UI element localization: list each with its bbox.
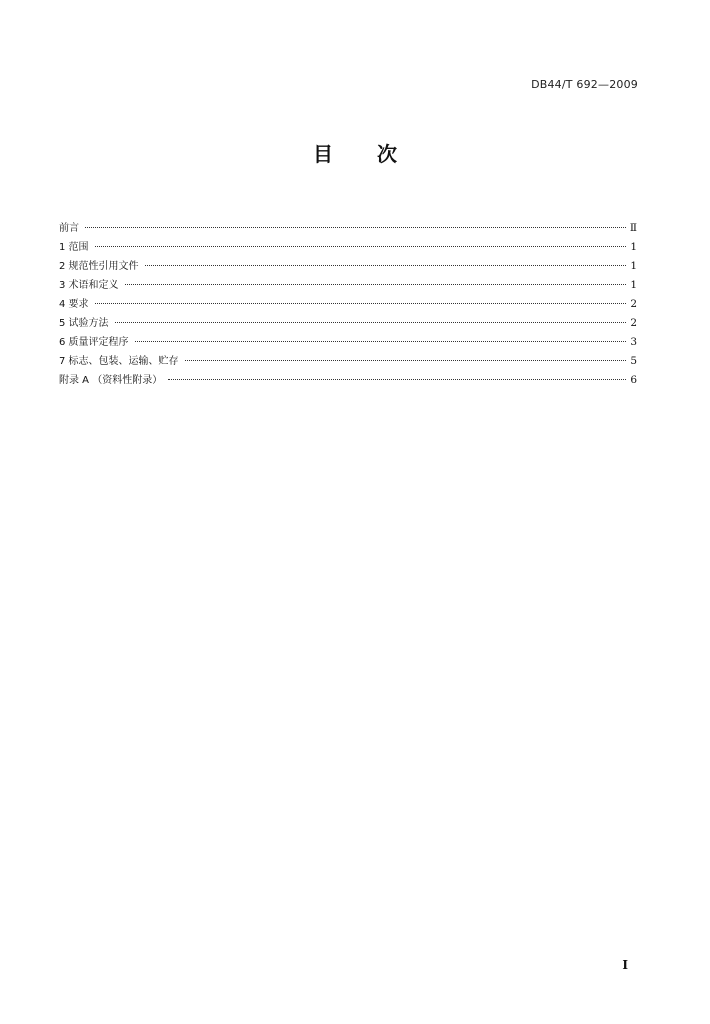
toc-dot-leader <box>135 341 627 342</box>
toc-entry-label: 1 范围 <box>59 242 89 253</box>
toc-entry-page: 3 <box>630 336 637 348</box>
toc-title: 目次 <box>313 142 441 166</box>
toc-dot-leader <box>115 322 627 323</box>
toc-entry-foreword[interactable] <box>59 219 637 238</box>
toc-entry-page: 5 <box>630 355 637 367</box>
toc-entry-normative-references[interactable] <box>59 257 637 276</box>
document-code: DB44/T 692—2009 <box>531 78 638 91</box>
toc-entry-label: 2 规范性引用文件 <box>59 261 139 272</box>
toc-list <box>59 219 637 390</box>
toc-entry-page: 2 <box>630 317 637 329</box>
toc-entry-page: 1 <box>630 241 637 253</box>
toc-entry-label: 7 标志、包装、运输、贮存 <box>59 356 179 367</box>
toc-entry-scope[interactable] <box>59 238 637 257</box>
toc-entry-label: 3 术语和定义 <box>59 280 119 291</box>
toc-entry-terms-definitions[interactable] <box>59 276 637 295</box>
toc-entry-page: 1 <box>630 260 637 272</box>
toc-dot-leader <box>168 379 626 380</box>
toc-entry-label: 前言 <box>59 223 79 234</box>
toc-entry-label: 6 质量评定程序 <box>59 337 129 348</box>
toc-entry-page: Ⅱ <box>629 222 637 234</box>
toc-dot-leader <box>95 303 627 304</box>
toc-entry-test-methods[interactable] <box>59 314 637 333</box>
toc-entry-annex-a[interactable] <box>59 371 637 390</box>
page-number: Ⅰ <box>622 958 628 972</box>
toc-entry-requirements[interactable] <box>59 295 637 314</box>
toc-entry-page: 2 <box>630 298 637 310</box>
toc-entry-page: 1 <box>630 279 637 291</box>
toc-dot-leader <box>125 284 627 285</box>
toc-entry-page: 6 <box>630 374 637 386</box>
toc-entry-quality-assessment[interactable] <box>59 333 637 352</box>
toc-entry-marking-packaging[interactable] <box>59 352 637 371</box>
toc-entry-label: 4 要求 <box>59 299 89 310</box>
toc-entry-label: 5 试验方法 <box>59 318 109 329</box>
toc-dot-leader <box>95 246 627 247</box>
toc-entry-label: 附录 A （资料性附录） <box>59 375 163 386</box>
toc-dot-leader <box>145 265 627 266</box>
toc-dot-leader <box>185 360 627 361</box>
toc-dot-leader <box>85 227 626 228</box>
